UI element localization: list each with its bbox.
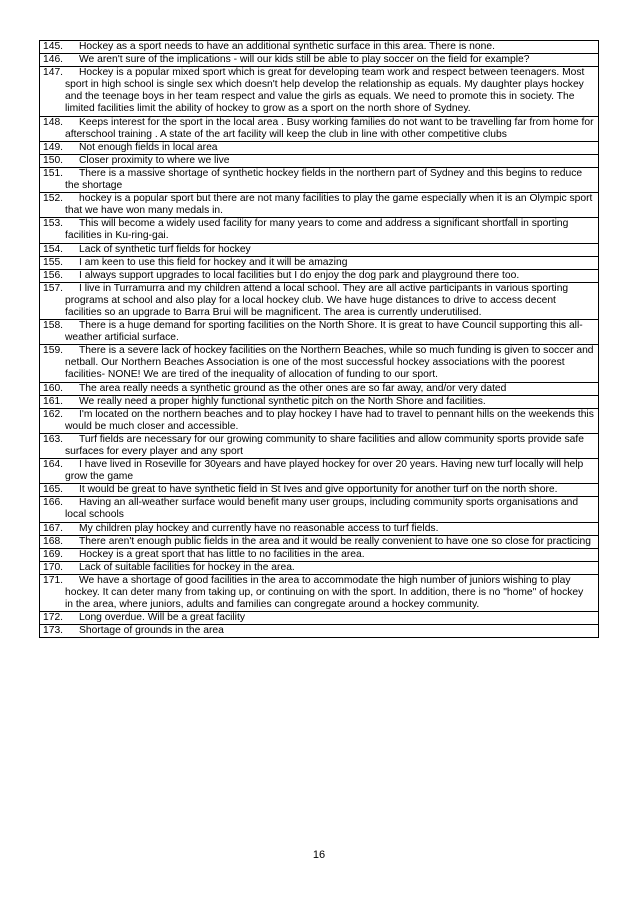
- table-row: [40, 382, 599, 395]
- comment-number: 153.: [43, 218, 64, 230]
- comment-cell: [40, 141, 599, 154]
- comment-number: 161.: [43, 395, 64, 407]
- comment-cell: [40, 41, 599, 54]
- comment-entry: [43, 383, 594, 395]
- comment-text: Hockey is a great sport that has little to no facilities in the area.: [79, 548, 365, 560]
- comment-entry: [43, 562, 594, 574]
- table-row: [40, 548, 599, 561]
- comment-number: 146.: [43, 54, 64, 66]
- comment-number: 147.: [43, 67, 64, 79]
- table-row: [40, 535, 599, 548]
- comment-text: I have lived in Roseville for 30years and have played hockey for over 20 years. Having new turf locally will help grow the game: [65, 459, 584, 483]
- comment-entry: [43, 320, 594, 344]
- comment-cell: [40, 574, 599, 611]
- comment-number: 151.: [43, 167, 64, 179]
- comment-text: This will become a widely used facility for many years to come and address a significant shortfall in sporting facilities in Ku-ring-gai.: [65, 218, 569, 242]
- comment-text: There is a huge demand for sporting facilities on the North Shore. It is great to have Council supporting this all-weather artificial surface.: [65, 320, 583, 344]
- comment-cell: [40, 484, 599, 497]
- comments-table: [39, 40, 599, 638]
- table-row: [40, 433, 599, 458]
- comment-text: Keeps interest for the sport in the local area . Busy working families do not want to be travelling far from home for afterschool training . A state of the art facility will keep the club in line with other competitive clubs: [65, 116, 594, 140]
- comment-cell: [40, 408, 599, 433]
- comment-text: The area really needs a synthetic ground as the other ones are so far away, and/or very dated: [79, 382, 507, 394]
- comment-text: There aren't enough public fields in the area and it would be really convenient to have one so close for practicing: [79, 535, 591, 547]
- table-row: [40, 141, 599, 154]
- table-row: [40, 218, 599, 243]
- comment-text: hockey is a popular sport but there are not many facilities to play the game especially when it is an Olympic sport that we have won many medals in.: [65, 193, 593, 217]
- comment-number: 169.: [43, 548, 64, 560]
- comment-cell: [40, 497, 599, 522]
- comment-entry: [43, 523, 594, 535]
- comment-text: We really need a proper highly functional synthetic pitch on the North Shore and facilities.: [79, 395, 486, 407]
- comment-text: I'm located on the northern beaches and to play hockey I have had to travel to pennant hills on the weekends this would be much closer and accessible.: [65, 408, 594, 432]
- comment-text: Lack of suitable facilities for hockey in the area.: [79, 561, 295, 573]
- comment-cell: [40, 561, 599, 574]
- table-row: [40, 497, 599, 522]
- comment-cell: [40, 116, 599, 141]
- table-row: [40, 612, 599, 625]
- comment-text: Long overdue. Will be a great facility: [79, 612, 245, 624]
- comment-number: 164.: [43, 459, 64, 471]
- comment-text: We have a shortage of good facilities in the area to accommodate the high number of juniors wishing to play hockey. It can deter many from taking up, or continuing on with the sport. In addition, there is no "home" of hockey in the area, where juniors, adults and families can congregate around a hockey community.: [65, 574, 584, 611]
- comment-entry: [43, 345, 594, 381]
- comment-entry: [43, 117, 594, 141]
- comment-cell: [40, 54, 599, 67]
- comment-entry: [43, 434, 594, 458]
- table-row: [40, 193, 599, 218]
- comment-cell: [40, 282, 599, 319]
- comment-cell: [40, 612, 599, 625]
- comment-entry: [43, 142, 594, 154]
- comment-entry: [43, 549, 594, 561]
- comment-cell: [40, 154, 599, 167]
- comment-entry: [43, 270, 594, 282]
- comment-number: 152.: [43, 193, 64, 205]
- comment-text: There is a severe lack of hockey facilities on the Northern Beaches, while so much funding is given to soccer and netball. Our Northern Beaches Association is one of the most successful hockey associations with the poorest facilities- NONE! We are tired of the inequality of allocation of funding to our sport.: [65, 345, 594, 381]
- comment-text: Not enough fields in local area: [79, 141, 218, 153]
- table-row: [40, 282, 599, 319]
- comment-number: 150.: [43, 154, 64, 166]
- table-row: [40, 243, 599, 256]
- table-row: [40, 561, 599, 574]
- comment-text: Hockey as a sport needs to have an additional synthetic surface in this area. There is none.: [79, 41, 495, 52]
- table-row: [40, 345, 599, 382]
- table-row: [40, 522, 599, 535]
- comment-number: 145.: [43, 41, 64, 52]
- comment-cell: [40, 625, 599, 638]
- comment-cell: [40, 67, 599, 116]
- comment-cell: [40, 535, 599, 548]
- table-row: [40, 408, 599, 433]
- table-row: [40, 54, 599, 67]
- comment-cell: [40, 382, 599, 395]
- comment-number: 166.: [43, 497, 64, 509]
- comment-number: 173.: [43, 625, 64, 637]
- comment-number: 157.: [43, 282, 64, 294]
- comment-entry: [43, 575, 594, 611]
- table-row: [40, 574, 599, 611]
- comment-entry: [43, 54, 594, 66]
- comment-entry: [43, 484, 594, 496]
- comment-entry: [43, 409, 594, 433]
- comment-entry: [43, 41, 594, 53]
- comment-entry: [43, 193, 594, 217]
- comment-text: I am keen to use this field for hockey and it will be amazing: [79, 256, 348, 268]
- comment-number: 154.: [43, 243, 64, 255]
- comment-number: 163.: [43, 433, 64, 445]
- comment-text: Having an all-weather surface would benefit many user groups, including community sports organisations and local schools: [65, 497, 579, 521]
- comment-entry: [43, 396, 594, 408]
- table-row: [40, 459, 599, 484]
- comment-text: Hockey is a popular mixed sport which is great for developing team work and respect between teenagers. Most sport in high school is single sex which doesn't help develop the relationship as equals. My daughter plays hockey and the teenage boys in her team respect and value the girls as equals. We need to promote this in society. The limited facilities limit the ability of hockey to grow as a sport on the north shore of Sydney.: [65, 67, 585, 115]
- comment-cell: [40, 193, 599, 218]
- comment-cell: [40, 459, 599, 484]
- comment-number: 160.: [43, 382, 64, 394]
- comment-text: Closer proximity to where we live: [79, 154, 230, 166]
- comment-number: 171.: [43, 574, 64, 586]
- comment-number: 158.: [43, 320, 64, 332]
- comment-cell: [40, 256, 599, 269]
- comment-number: 149.: [43, 141, 64, 153]
- comment-number: 156.: [43, 269, 64, 281]
- comment-entry: [43, 283, 594, 319]
- comment-number: 167.: [43, 522, 64, 534]
- table-row: [40, 116, 599, 141]
- comment-entry: [43, 218, 594, 242]
- comment-number: 162.: [43, 408, 64, 420]
- comment-cell: [40, 548, 599, 561]
- comment-number: 172.: [43, 612, 64, 624]
- comment-number: 159.: [43, 345, 64, 357]
- comment-entry: [43, 536, 594, 548]
- comment-entry: [43, 168, 594, 192]
- table-row: [40, 167, 599, 192]
- comment-text: Shortage of grounds in the area: [79, 625, 224, 637]
- table-row: [40, 320, 599, 345]
- table-row: [40, 395, 599, 408]
- comment-cell: [40, 345, 599, 382]
- comment-entry: [43, 67, 594, 115]
- comment-text: Lack of synthetic turf fields for hockey: [79, 243, 251, 255]
- comment-entry: [43, 155, 594, 167]
- comment-entry: [43, 625, 594, 637]
- comment-cell: [40, 522, 599, 535]
- comment-number: 168.: [43, 535, 64, 547]
- comment-number: 170.: [43, 561, 64, 573]
- table-row: [40, 67, 599, 116]
- comment-cell: [40, 433, 599, 458]
- comment-entry: [43, 612, 594, 624]
- comment-text: It would be great to have synthetic field in St Ives and give opportunity for another turf on the north shore.: [79, 484, 558, 496]
- comment-entry: [43, 459, 594, 483]
- comment-cell: [40, 320, 599, 345]
- comment-number: 155.: [43, 256, 64, 268]
- table-row: [40, 154, 599, 167]
- comment-text: My children play hockey and currently have no reasonable access to turf fields.: [79, 522, 439, 534]
- comment-cell: [40, 395, 599, 408]
- table-row: [40, 484, 599, 497]
- comment-entry: [43, 244, 594, 256]
- comment-text: Turf fields are necessary for our growing community to share facilities and allow community sports provide safe surfaces for every player and any sport: [65, 433, 584, 457]
- comment-cell: [40, 243, 599, 256]
- page-number: 16: [312, 849, 326, 861]
- comment-text: We aren't sure of the implications - will our kids still be able to play soccer on the field for example?: [79, 54, 530, 66]
- table-row: [40, 625, 599, 638]
- table-row: [40, 256, 599, 269]
- comment-number: 148.: [43, 116, 64, 128]
- comment-cell: [40, 269, 599, 282]
- comment-text: I live in Turramurra and my children attend a local school. They are all active participants in various sporting programs at school and also play for a local hockey club. We have huge distances to drive to access decent facilities so an upgrade to Barra Brui will be magnificent. The area is currently underutilised.: [65, 282, 569, 318]
- table-row: [40, 269, 599, 282]
- comment-text: There is a massive shortage of synthetic hockey fields in the northern part of Sydney and this begins to reduce the shortage: [65, 167, 583, 192]
- comments-table-body: [40, 41, 599, 638]
- comment-cell: [40, 167, 599, 192]
- comment-cell: [40, 218, 599, 243]
- comment-number: 165.: [43, 484, 64, 496]
- table-row: [40, 41, 599, 54]
- comment-entry: [43, 497, 594, 521]
- comment-text: I always support upgrades to local facilities but I do enjoy the dog park and playground there too.: [79, 269, 520, 281]
- comment-entry: [43, 257, 594, 269]
